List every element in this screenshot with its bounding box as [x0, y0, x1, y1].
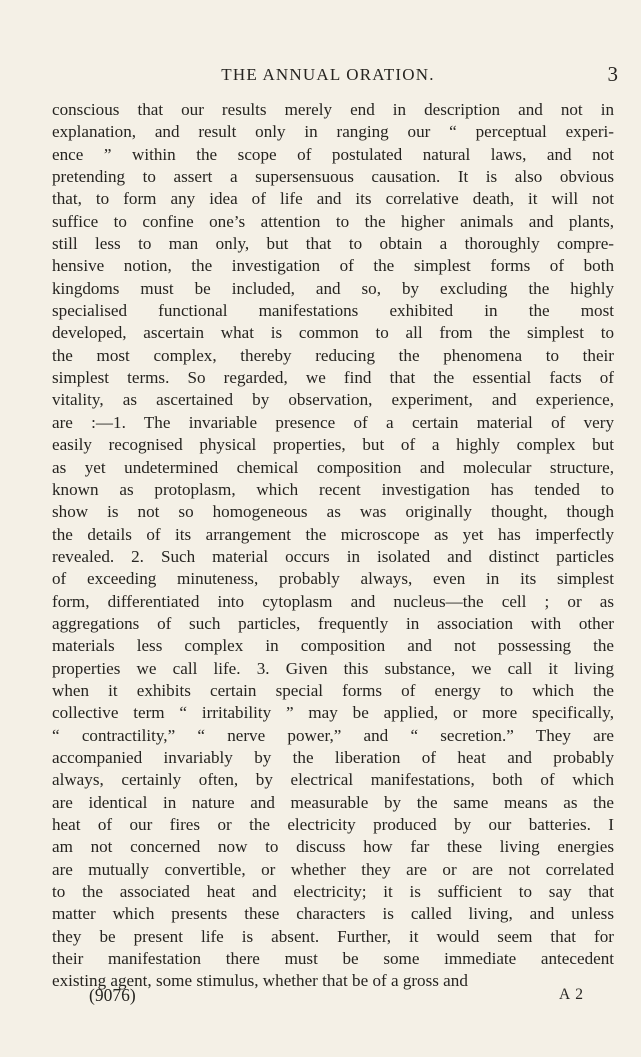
text-line: are mutually convertible, or whether they are or are not correlated [52, 859, 614, 879]
text-line: suffice to confine one’s attention to the higher animals and plants, [52, 211, 614, 231]
text-line: explanation, and result only in ranging our “ perceptual experi- [52, 122, 614, 142]
text-line: existing agent, some stimulus, whether that be of a gross and [52, 971, 468, 991]
text-line: matter which presents these characters is called living, and unless [52, 904, 614, 924]
signature-mark: A 2 [559, 986, 584, 1003]
text-line: conscious that our results merely end in description and not in [52, 100, 614, 119]
page-number: 3 [607, 62, 618, 86]
text-line: still less to man only, but that to obtain a thoroughly compre- [52, 234, 614, 254]
text-line: collective term “ irritability ” may be applied, or more specifically, [52, 703, 614, 723]
text-line: hensive notion, the investigation of the simplest forms of both [52, 256, 614, 276]
text-line: accompanied invariably by the liberation of heat and probably [52, 747, 614, 767]
text-line: to the associated heat and electricity; it is sufficient to say that [52, 882, 614, 902]
text-line: are identical in nature and measurable by the same means as the [52, 792, 614, 812]
text-line: form, differentiated into cytoplasm and nucleus—the cell ; or as [52, 591, 614, 611]
page-footer [89, 983, 584, 1009]
text-line: pretending to assert a supersensuous causation. It is also obvious [52, 167, 614, 187]
text-line: when it exhibits certain special forms of energy to which the [52, 680, 614, 700]
text-line: always, certainly often, by electrical manifestations, both of which [52, 770, 614, 790]
text-line: easily recognised physical properties, but of a highly complex but [52, 435, 614, 455]
text-line: the most complex, thereby reducing the phenomena to their [52, 345, 614, 365]
text-line: as yet undetermined chemical composition and molecular structure, [52, 457, 614, 477]
text-line: that, to form any idea of life and its correlative death, it will not [52, 189, 614, 209]
text-line: revealed. 2. Such material occurs in isolated and distinct particles [52, 546, 614, 566]
text-line: their manifestation there must be some immediate antecedent [52, 949, 614, 969]
text-line: known as protoplasm, which recent investigation has tended to [52, 479, 614, 499]
text-line: aggregations of such particles, frequently in association with other [52, 613, 614, 633]
text-line: am not concerned now to discuss how far these living energies [52, 837, 614, 857]
running-title: THE ANNUAL ORATION. [221, 65, 435, 84]
text-line: materials less complex in composition and not possessing the [52, 636, 614, 656]
text-line: developed, ascertain what is common to all from the simplest to [52, 323, 614, 343]
text-line: vitality, as ascertained by observation, experiment, and experience, [52, 390, 614, 410]
text-line: of exceeding minuteness, probably always, even in its simplest [52, 569, 614, 589]
running-head [52, 62, 618, 92]
text-line: show is not so homogeneous as was originally thought, though [52, 502, 614, 522]
text-line: specialised functional manifestations exhibited in the most [52, 301, 614, 321]
text-line: kingdoms must be included, and so, by excluding the highly [52, 278, 614, 298]
print-code: (9076) [89, 985, 136, 1005]
text-line: they be present life is absent. Further, it would seem that for [52, 926, 614, 946]
body-text [52, 99, 614, 993]
text-line: ence ” within the scope of postulated natural laws, and not [52, 144, 614, 164]
text-line: are :—1. The invariable presence of a certain material of very [52, 412, 614, 432]
text-line: properties we call life. 3. Given this substance, we call it living [52, 658, 614, 678]
text-line: simplest terms. So regarded, we find that the essential facts of [52, 368, 614, 388]
text-line: “ contractility,” “ nerve power,” and “ secretion.” They are [52, 725, 614, 745]
text-line: heat of our fires or the electricity produced by our batteries. I [52, 815, 614, 834]
text-line: the details of its arrangement the microscope as yet has imperfectly [52, 524, 614, 544]
